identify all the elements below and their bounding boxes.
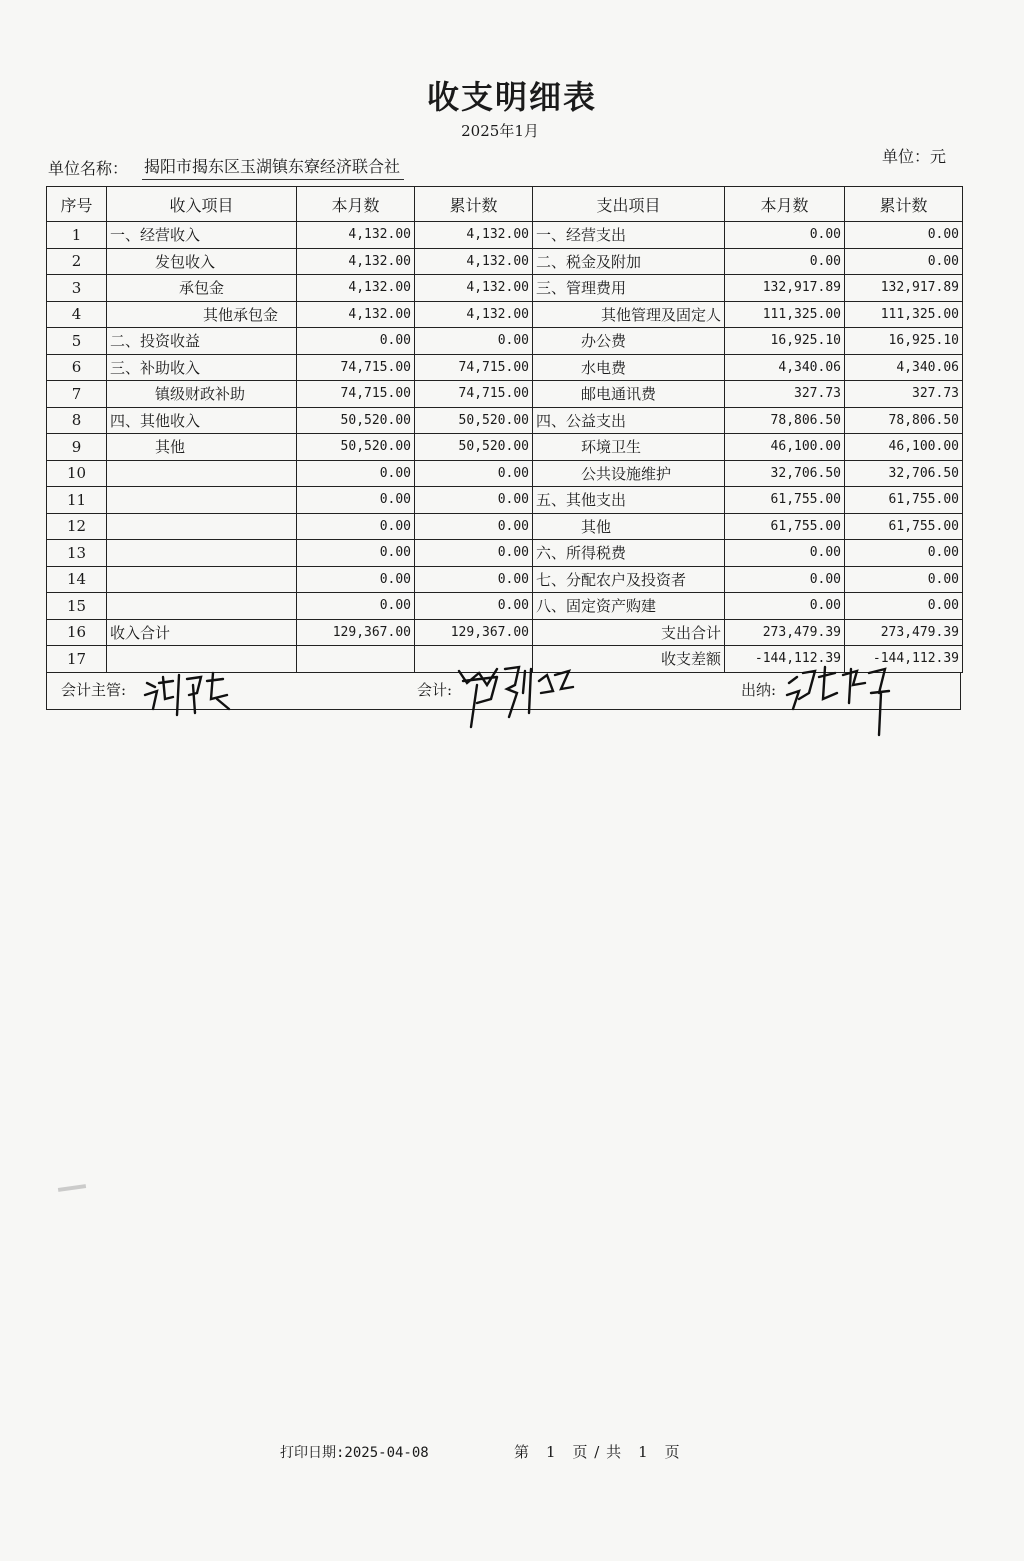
income-item: 一、经营收入 xyxy=(107,222,297,249)
table-row xyxy=(47,381,963,408)
expense-item: 五、其他支出 xyxy=(533,487,725,514)
expense-cum: -144,112.39 xyxy=(845,646,963,673)
income-cum: 0.00 xyxy=(415,328,533,355)
table-row xyxy=(47,328,963,355)
report-title: 收支明细表 xyxy=(426,78,597,116)
table-row xyxy=(47,566,963,593)
expense-item: 八、固定资产购建 xyxy=(533,593,725,620)
expense-cum: 61,755.00 xyxy=(845,487,963,514)
expense-item: 支出合计 xyxy=(533,619,725,646)
header-expense-item: 支出项目 xyxy=(533,187,725,222)
row-seq: 9 xyxy=(47,434,107,461)
row-seq: 12 xyxy=(47,513,107,540)
expense-cum: 32,706.50 xyxy=(845,460,963,487)
income-month: 129,367.00 xyxy=(297,619,415,646)
currency-unit-label: 单位：元 xyxy=(881,147,946,166)
income-month: 0.00 xyxy=(297,460,415,487)
expense-month: 327.73 xyxy=(725,381,845,408)
header-expense-month: 本月数 xyxy=(725,187,845,222)
income-item xyxy=(107,593,297,620)
expense-cum: 0.00 xyxy=(845,566,963,593)
row-seq: 6 xyxy=(47,354,107,381)
expense-item: 四、公益支出 xyxy=(533,407,725,434)
income-month: 0.00 xyxy=(297,328,415,355)
income-item xyxy=(107,460,297,487)
header-income-month: 本月数 xyxy=(297,187,415,222)
accountant-signature xyxy=(457,663,587,733)
expense-month: 16,925.10 xyxy=(725,328,845,355)
cashier-signature xyxy=(785,663,895,739)
table-row xyxy=(47,593,963,620)
income-expense-table xyxy=(46,186,963,673)
income-cum: 129,367.00 xyxy=(415,619,533,646)
row-seq: 4 xyxy=(47,301,107,328)
table-row xyxy=(47,248,963,275)
expense-cum: 0.00 xyxy=(845,248,963,275)
income-month xyxy=(297,646,415,673)
header-income-cum: 累计数 xyxy=(415,187,533,222)
table-row xyxy=(47,407,963,434)
income-cum: 4,132.00 xyxy=(415,301,533,328)
row-seq: 17 xyxy=(47,646,107,673)
expense-month: 0.00 xyxy=(725,248,845,275)
chief-accountant-label: 会计主管: xyxy=(61,680,127,699)
header-seq: 序号 xyxy=(47,187,107,222)
income-month: 0.00 xyxy=(297,593,415,620)
income-cum: 0.00 xyxy=(415,487,533,514)
expense-month: 32,706.50 xyxy=(725,460,845,487)
income-item: 收入合计 xyxy=(107,619,297,646)
expense-cum: 132,917.89 xyxy=(845,275,963,302)
expense-month: 0.00 xyxy=(725,222,845,249)
income-item: 三、补助收入 xyxy=(107,354,297,381)
income-item: 发包收入 xyxy=(107,248,297,275)
header-expense-cum: 累计数 xyxy=(845,187,963,222)
expense-item: 收支差额 xyxy=(533,646,725,673)
cashier-label: 出纳: xyxy=(741,680,777,699)
table-row xyxy=(47,275,963,302)
expense-item: 三、管理费用 xyxy=(533,275,725,302)
income-cum: 0.00 xyxy=(415,540,533,567)
table-row xyxy=(47,540,963,567)
expense-cum: 0.00 xyxy=(845,593,963,620)
accountant-label: 会计: xyxy=(417,680,453,699)
expense-item: 办公费 xyxy=(533,328,725,355)
row-seq: 10 xyxy=(47,460,107,487)
expense-month: 111,325.00 xyxy=(725,301,845,328)
table-row xyxy=(47,513,963,540)
signature-row xyxy=(46,673,961,710)
expense-item: 其他 xyxy=(533,513,725,540)
income-month: 0.00 xyxy=(297,513,415,540)
expense-item: 环境卫生 xyxy=(533,434,725,461)
income-cum: 4,132.00 xyxy=(415,248,533,275)
expense-month: 4,340.06 xyxy=(725,354,845,381)
expense-item: 邮电通讯费 xyxy=(533,381,725,408)
table-row xyxy=(47,301,963,328)
row-seq: 14 xyxy=(47,566,107,593)
row-seq: 1 xyxy=(47,222,107,249)
income-cum: 0.00 xyxy=(415,513,533,540)
income-cum: 74,715.00 xyxy=(415,354,533,381)
income-month: 0.00 xyxy=(297,540,415,567)
expense-cum: 0.00 xyxy=(845,540,963,567)
table-row xyxy=(47,487,963,514)
header-income-item: 收入项目 xyxy=(107,187,297,222)
income-item xyxy=(107,566,297,593)
expense-cum: 61,755.00 xyxy=(845,513,963,540)
expense-item: 其他管理及固定人 xyxy=(533,301,725,328)
table-row xyxy=(47,619,963,646)
income-month: 50,520.00 xyxy=(297,434,415,461)
income-month: 74,715.00 xyxy=(297,381,415,408)
expense-cum: 327.73 xyxy=(845,381,963,408)
income-item: 其他 xyxy=(107,434,297,461)
income-cum: 0.00 xyxy=(415,566,533,593)
report-period: 2025年1月 xyxy=(461,122,539,140)
income-item: 镇级财政补助 xyxy=(107,381,297,408)
expense-month: -144,112.39 xyxy=(725,646,845,673)
row-seq: 7 xyxy=(47,381,107,408)
income-item: 二、投资收益 xyxy=(107,328,297,355)
table-row xyxy=(47,460,963,487)
expense-cum: 273,479.39 xyxy=(845,619,963,646)
expense-month: 0.00 xyxy=(725,593,845,620)
row-seq: 13 xyxy=(47,540,107,567)
income-month: 74,715.00 xyxy=(297,354,415,381)
income-cum: 0.00 xyxy=(415,593,533,620)
income-item: 承包金 xyxy=(107,275,297,302)
income-month: 4,132.00 xyxy=(297,275,415,302)
income-month: 0.00 xyxy=(297,487,415,514)
table-row xyxy=(47,222,963,249)
income-cum: 50,520.00 xyxy=(415,407,533,434)
income-cum: 4,132.00 xyxy=(415,222,533,249)
row-seq: 16 xyxy=(47,619,107,646)
income-month: 4,132.00 xyxy=(297,301,415,328)
page-info: 第 1 页 / 共 1 页 xyxy=(514,1443,681,1461)
income-item xyxy=(107,513,297,540)
expense-item: 二、税金及附加 xyxy=(533,248,725,275)
unit-name-value: 揭阳市揭东区玉湖镇东寮经济联合社 xyxy=(142,154,404,180)
income-cum: 50,520.00 xyxy=(415,434,533,461)
expense-month: 46,100.00 xyxy=(725,434,845,461)
income-cum: 4,132.00 xyxy=(415,275,533,302)
income-item: 其他承包金 xyxy=(107,301,297,328)
expense-cum: 78,806.50 xyxy=(845,407,963,434)
expense-month: 0.00 xyxy=(725,540,845,567)
table-row xyxy=(47,354,963,381)
expense-cum: 4,340.06 xyxy=(845,354,963,381)
table-header-row xyxy=(47,187,963,222)
expense-cum: 111,325.00 xyxy=(845,301,963,328)
income-item: 四、其他收入 xyxy=(107,407,297,434)
income-item xyxy=(107,487,297,514)
expense-item: 公共设施维护 xyxy=(533,460,725,487)
income-cum: 0.00 xyxy=(415,460,533,487)
expense-item: 一、经营支出 xyxy=(533,222,725,249)
income-month: 4,132.00 xyxy=(297,248,415,275)
expense-item: 七、分配农户及投资者 xyxy=(533,566,725,593)
scan-smudge xyxy=(58,1184,86,1192)
chief-accountant-signature xyxy=(143,669,253,719)
expense-cum: 16,925.10 xyxy=(845,328,963,355)
expense-item: 水电费 xyxy=(533,354,725,381)
expense-cum: 46,100.00 xyxy=(845,434,963,461)
row-seq: 2 xyxy=(47,248,107,275)
income-month: 0.00 xyxy=(297,566,415,593)
expense-month: 61,755.00 xyxy=(725,513,845,540)
row-seq: 5 xyxy=(47,328,107,355)
income-month: 50,520.00 xyxy=(297,407,415,434)
expense-month: 273,479.39 xyxy=(725,619,845,646)
expense-month: 0.00 xyxy=(725,566,845,593)
table-row xyxy=(47,434,963,461)
expense-cum: 0.00 xyxy=(845,222,963,249)
expense-month: 61,755.00 xyxy=(725,487,845,514)
row-seq: 15 xyxy=(47,593,107,620)
income-item xyxy=(107,540,297,567)
expense-item: 六、所得税费 xyxy=(533,540,725,567)
row-seq: 8 xyxy=(47,407,107,434)
print-date: 打印日期:2025-04-08 xyxy=(280,1445,429,1461)
unit-name-label: 单位名称： xyxy=(48,159,129,178)
expense-month: 132,917.89 xyxy=(725,275,845,302)
expense-month: 78,806.50 xyxy=(725,407,845,434)
row-seq: 11 xyxy=(47,487,107,514)
income-cum: 74,715.00 xyxy=(415,381,533,408)
income-expense-table-wrap xyxy=(46,186,962,710)
row-seq: 3 xyxy=(47,275,107,302)
income-month: 4,132.00 xyxy=(297,222,415,249)
